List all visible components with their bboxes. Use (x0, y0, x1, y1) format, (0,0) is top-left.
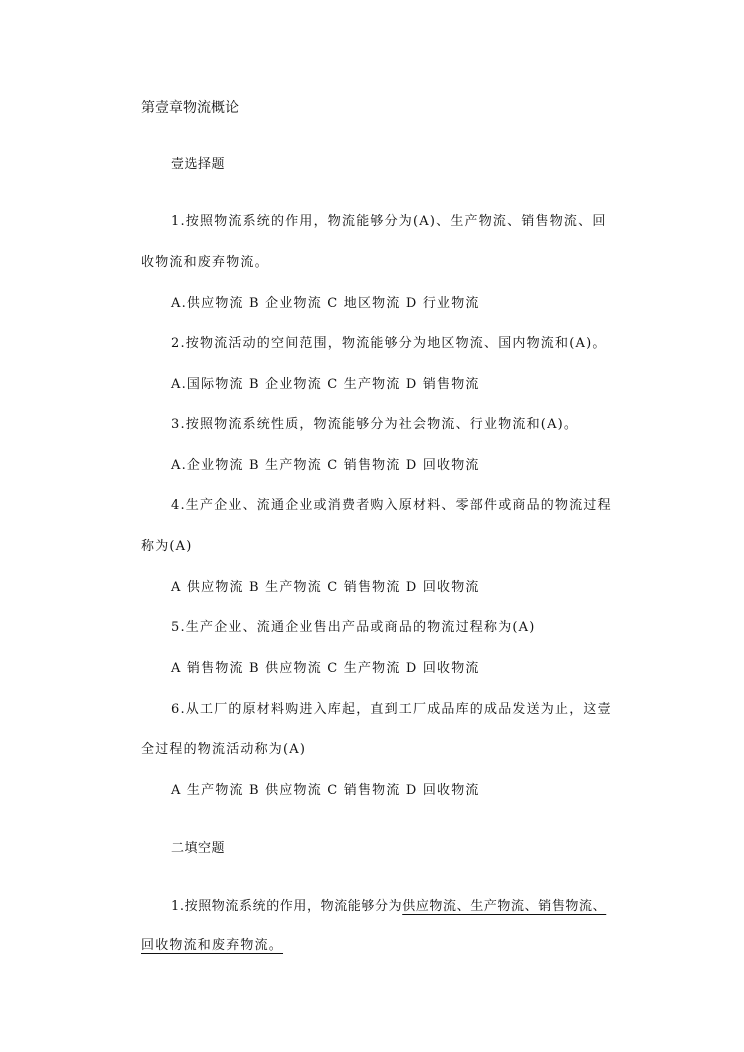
fill1-prefix: 1.按照物流系统的作用，物流能够分为 (171, 899, 403, 914)
q5-text-line1: 5.生产企业、流通企业售出产品或商品的物流过程称为(A) (171, 620, 536, 635)
q1-options: A.供应物流 B 企业物流 C 地区物流 D 行业物流 (171, 296, 480, 311)
fill1-answer-part1: 供应物流、生产物流、销售物流、 (402, 899, 607, 914)
q1-text-line2: 收物流和废弃物流。 (141, 255, 269, 270)
q6-text-line1: 6.从工厂的原材料购进入库起，直到工厂成品库的成品发送为止，这壹 (171, 702, 612, 717)
fill1-line1 (171, 898, 644, 916)
chapter-title: 第壹章物流概论 (141, 100, 239, 116)
q6-text-line2: 全过程的物流活动称为(A) (141, 742, 307, 757)
q4-text-line1: 4.生产企业、流通企业或消费者购入原材料、零部件或商品的物流过程 (171, 498, 612, 513)
q4-options: A 供应物流 B 生产物流 C 销售物流 D 回收物流 (171, 580, 480, 595)
q1-text-line1: 1.按照物流系统的作用，物流能够分为(A)、生产物流、销售物流、回 (171, 214, 607, 229)
q2-text-line1: 2.按物流活动的空间范围，物流能够分为地区物流、国内物流和(A)。 (171, 336, 607, 351)
q3-options: A.企业物流 B 生产物流 C 销售物流 D 回收物流 (171, 458, 480, 473)
q5-options: A 销售物流 B 供应物流 C 生产物流 D 回收物流 (171, 661, 480, 676)
q3-text-line1: 3.按照物流系统性质，物流能够分为社会物流、行业物流和(A)。 (171, 417, 579, 432)
q6-options: A 生产物流 B 供应物流 C 销售物流 D 回收物流 (171, 783, 480, 798)
q2-options: A.国际物流 B 企业物流 C 生产物流 D 销售物流 (171, 377, 480, 392)
q4-text-line2: 称为(A) (141, 539, 193, 554)
section-title-fill: 二填空题 (171, 841, 226, 856)
fill1-answer-part2: 回收物流和废弃物流。 (141, 938, 284, 953)
section-title-choice: 壹选择题 (171, 157, 226, 172)
fill1-line2 (141, 937, 644, 955)
